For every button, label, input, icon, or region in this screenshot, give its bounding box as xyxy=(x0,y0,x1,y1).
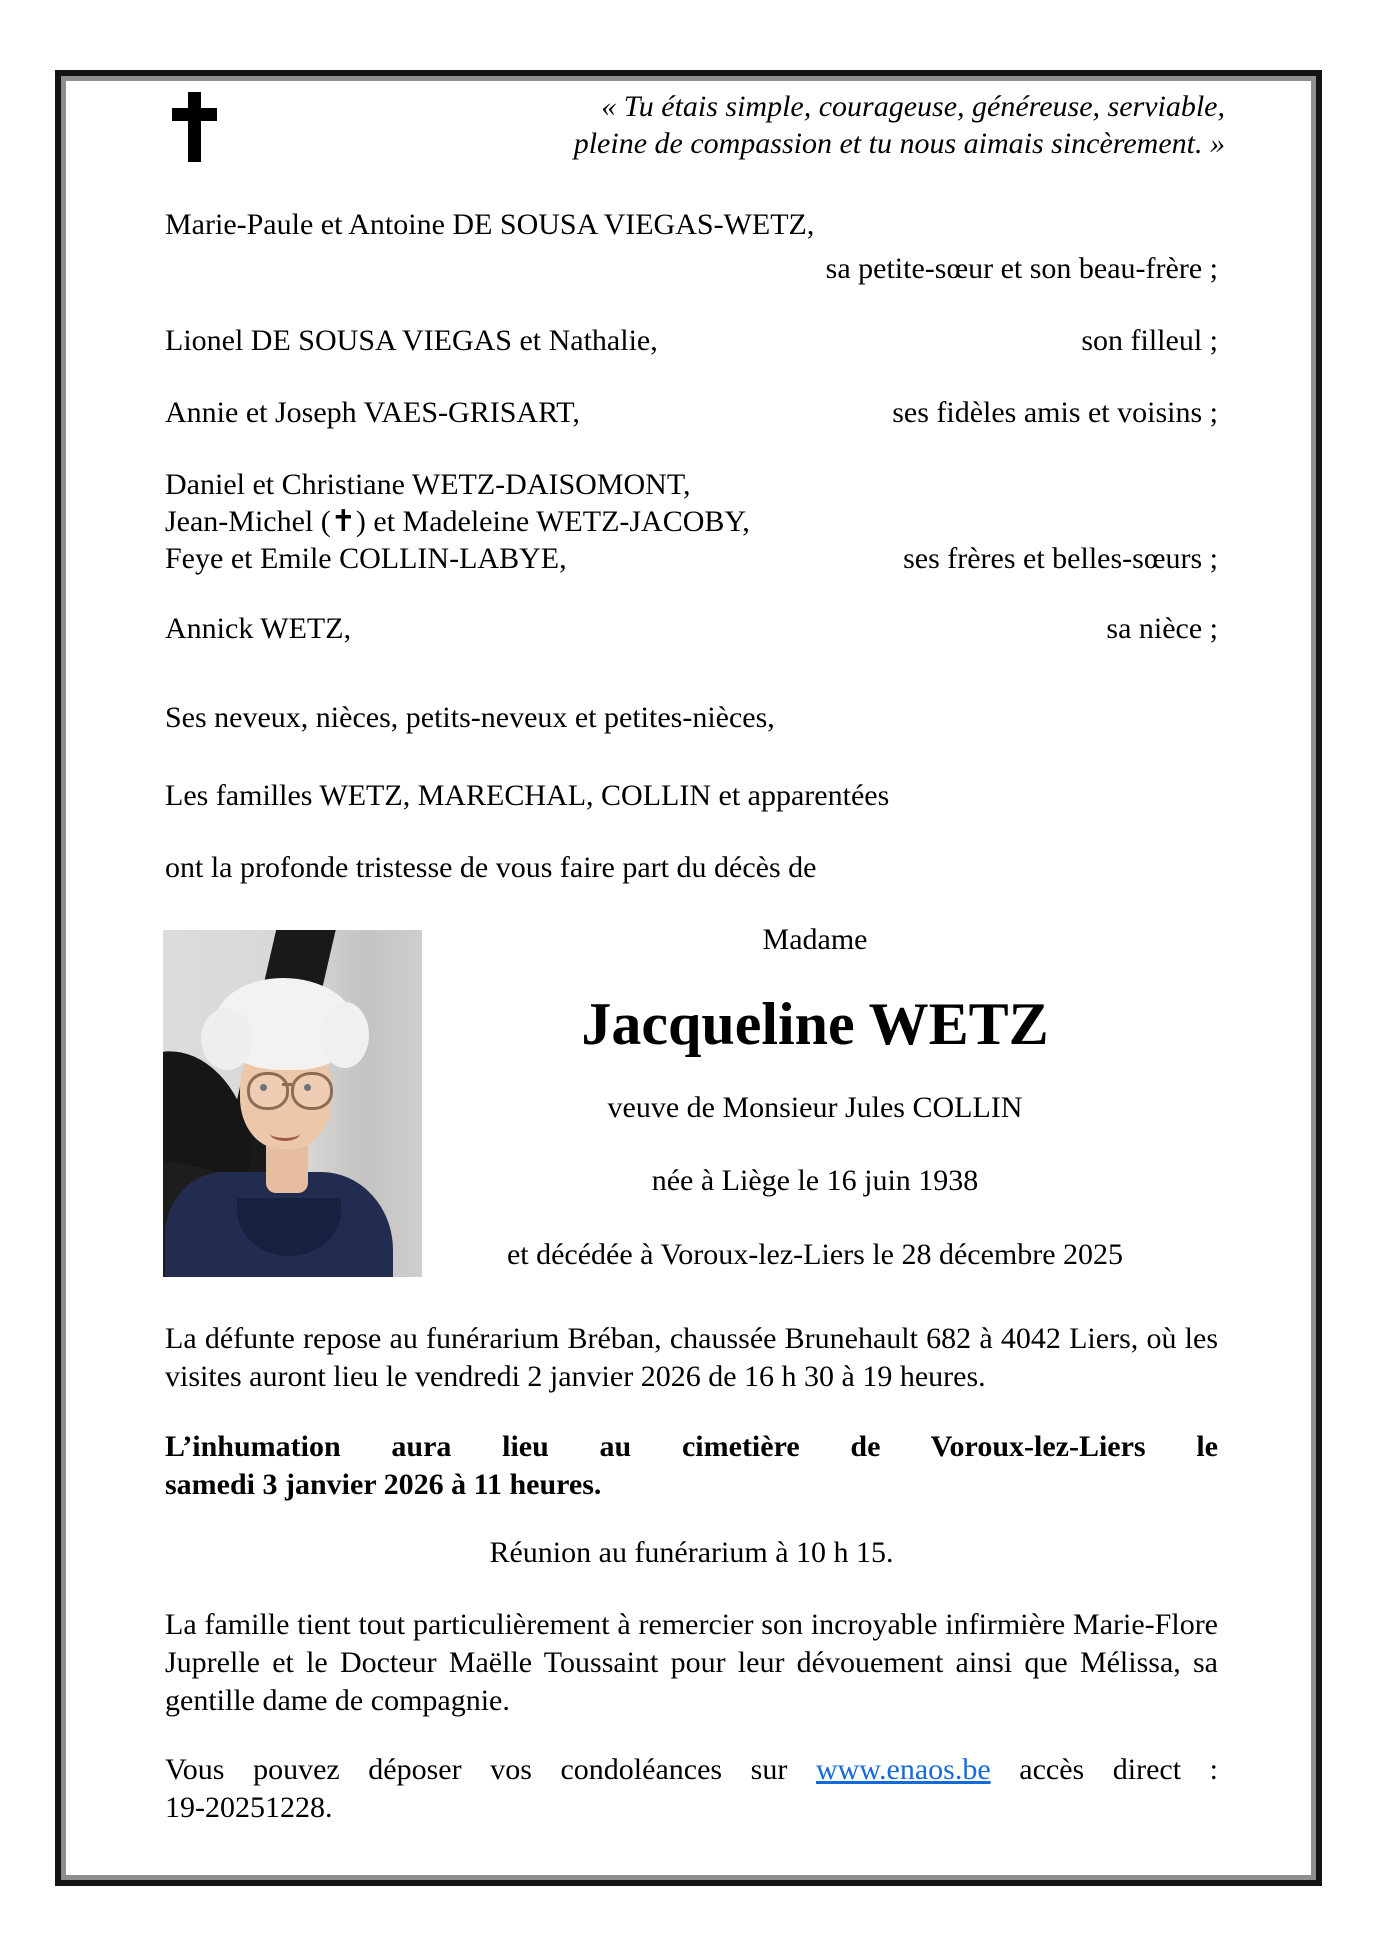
relative-entry-4-line2: Jean-Michel (✝) et Madeleine WETZ-JACOBY, xyxy=(165,505,750,538)
epitaph-quote-line2: pleine de compassion et tu nous aimais sincèrement. » xyxy=(573,127,1225,160)
deceased-widow-line: veuve de Monsieur Jules COLLIN xyxy=(607,1091,1023,1124)
condolences-post-text: accès direct : xyxy=(1019,1753,1219,1786)
relative-entry-4-relation: ses frères et belles-sœurs ; xyxy=(903,542,1218,575)
thanks-paragraph: La famille tient tout particulièrement à remercier son incroyable infirmière Marie-Flore Juprelle et le Docteur Maëlle Toussaint pour leur dévouement ainsi que Mélissa, sa gentille dame de compagnie. xyxy=(165,1608,1218,1717)
relative-entry-5-name: Annick WETZ, xyxy=(165,612,352,645)
relative-entry-1-relation: sa petite-sœur et son beau-frère ; xyxy=(825,252,1218,285)
families-line: Les familles WETZ, MARECHAL, COLLIN et apparentées xyxy=(165,779,890,812)
relative-entry-2-relation: son filleul ; xyxy=(1081,324,1218,357)
relative-entry-5-relation: sa nièce ; xyxy=(1106,612,1218,645)
enaos-link[interactable]: www.enaos.be xyxy=(815,1753,991,1786)
photo-glasses-left-lens xyxy=(247,1072,289,1110)
relative-entry-4 xyxy=(165,466,1218,577)
inhumation-paragraph xyxy=(165,1428,1218,1504)
relative-entry-1-name: Marie-Paule et Antoine DE SOUSA VIEGAS-WETZ, xyxy=(165,208,815,241)
announcement-line: ont la profonde tristesse de vous faire part du décès de xyxy=(165,851,817,884)
condolences-reference: 19-20251228. xyxy=(165,1791,333,1824)
relative-entry-5 xyxy=(165,610,1218,647)
relative-entry-4-line1: Daniel et Christiane WETZ-DAISOMONT, xyxy=(165,468,691,501)
photo-hair-right-tuft xyxy=(321,1002,369,1068)
condolences-line1 xyxy=(165,1751,1218,1789)
relative-entry-2-name: Lionel DE SOUSA VIEGAS et Nathalie, xyxy=(165,324,658,357)
photo-glasses-bridge xyxy=(282,1083,292,1086)
photo-hair-left-tuft xyxy=(201,1008,253,1070)
portrait-photo xyxy=(163,930,422,1277)
photo-smile xyxy=(270,1126,300,1141)
photo-glasses-right-lens xyxy=(291,1072,333,1110)
deceased-birth-line: née à Liège le 16 juin 1938 xyxy=(651,1164,979,1197)
condolences-paragraph xyxy=(165,1751,1218,1827)
relative-entry-3 xyxy=(165,394,1218,431)
inhumation-line1: L’inhumation aura lieu au cimetière de Voroux-lez-Liers le xyxy=(165,1430,1218,1463)
relative-entry-3-relation: ses fidèles amis et voisins ; xyxy=(892,396,1218,429)
relative-entry-4-line3: Feye et Emile COLLIN-LABYE, xyxy=(165,542,567,575)
relative-entry-3-name: Annie et Joseph VAES-GRISART, xyxy=(165,396,580,429)
relative-entry-2 xyxy=(165,322,1218,359)
deceased-death-line: et décédée à Voroux-lez-Liers le 28 décembre 2025 xyxy=(506,1238,1124,1271)
nephews-line: Ses neveux, nièces, petits-neveux et petites-nièces, xyxy=(165,701,775,734)
reunion-line: Réunion au funérarium à 10 h 15. xyxy=(489,1536,894,1569)
epitaph-quote xyxy=(165,88,1225,162)
condolences-pre-text: Vous pouvez déposer vos condoléances sur xyxy=(165,1753,788,1786)
deceased-name: Jacqueline WETZ xyxy=(581,991,1049,1057)
inhumation-line2: samedi 3 janvier 2026 à 11 heures. xyxy=(165,1468,602,1501)
deceased-title: Madame xyxy=(762,923,868,956)
repose-paragraph: La défunte repose au funérarium Bréban, chaussée Brunehault 682 à 4042 Liers, où les visites auront lieu le vendredi 2 janvier 2026 de 16 h 30 à 19 heures. xyxy=(165,1322,1218,1393)
relative-entry-4-line3-row xyxy=(165,540,1218,577)
epitaph-quote-line1: « Tu étais simple, courageuse, généreuse, serviable, xyxy=(601,90,1225,123)
